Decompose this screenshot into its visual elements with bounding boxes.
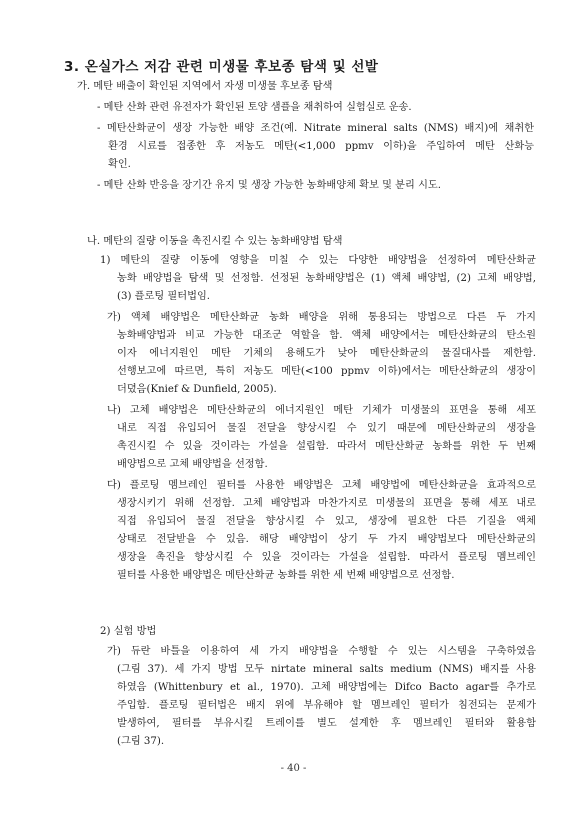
paragraph-line: 선행보고에 따르면, 특히 저농도 메탄(<100 ppmv 이하)에서는 메탄산화균의 생장이 <box>117 366 536 377</box>
paragraph-line: 하였음 (Whittenbury et al., 1970). 고체 배양법에는 Difco Bacto agar를 추가로 <box>117 682 536 693</box>
paragraph-line: 주입함. 플로팅 필터법은 배지 위에 부유해야 할 멤브레인 필터가 침전되는 문제가 <box>117 700 536 711</box>
bullet-line: - 메탄산화균이 생장 가능한 배양 조건(예. Nitrate mineral salts (NMS) 배지)에 채취한 <box>97 123 534 134</box>
paragraph-line: 생장을 촉진을 향상시킬 수 있을 것이라는 가설을 설립함. 따라서 플로팅 멤브레인 <box>117 552 536 563</box>
subsection-heading-na: 나. 메탄의 질량 이동을 촉진시킬 수 있는 농화배양법 탐색 <box>87 236 343 247</box>
paragraph-line: 농화 배양법을 탐색 및 선정함. 선정된 농화배양법은 (1) 액체 배양법, (2) 고체 배양법, <box>117 273 536 284</box>
paragraph-line: 가) 듀란 바틀을 이용하여 세 가지 배양법을 수행할 수 있는 시스템을 구축하였음 <box>107 646 536 657</box>
paragraph-line: (3) 플로팅 필터법임. <box>117 291 211 302</box>
paragraph-line: 이자 에너지원인 메탄 기체의 용해도가 낮아 메탄산화균의 물질대사를 제한함. <box>117 348 536 359</box>
paragraph-line: (그림 37). <box>117 736 165 747</box>
subsection-heading-method: 2) 실험 방법 <box>100 626 157 637</box>
paragraph-line: 농화배양법과 비교 가능한 대조군 역할을 함. 액체 배양에서는 메탄산화균의 탄소원 <box>117 330 536 341</box>
paragraph-line: (그림 37). 세 가지 방법 모두 nirtate mineral salts medium (NMS) 배지를 사용 <box>117 664 536 675</box>
paragraph-line: 직접 유입되어 물질 전달을 향상시킬 수 있고, 생장에 필요한 다른 기질을 액체 <box>117 516 536 527</box>
section-title: 3. 온실가스 저감 관련 미생물 후보종 탐색 및 선발 <box>64 59 379 75</box>
paragraph-line: 발생하여, 필터를 부유시킬 트레이를 별도 설계한 후 멤브레인 필터와 활용함 <box>117 718 536 729</box>
paragraph-line: 1) 메탄의 질량 이동에 영향을 미칠 수 있는 다양한 배양법을 선정하여 메탄산화균 <box>100 255 536 266</box>
paragraph-line: 나) 고체 배양법은 메탄산화균의 에너지원인 메탄 기체가 미생물의 표면을 통해 세포 <box>107 405 536 416</box>
paragraph-line: 더뎠음(Knief & Dunfield, 2005). <box>117 384 277 395</box>
paragraph-line: 가) 액체 배양법은 메탄산화균 농화 배양을 위해 통용되는 방법으로 다른 두 가지 <box>107 312 536 323</box>
paragraph-line: 다) 플로팅 멤브레인 필터를 사용한 배양법은 고체 배양법에 메탄산화균을 효과적으로 <box>107 480 536 491</box>
bullet-line: 환경 시료를 접종한 후 저농도 메탄(<1,000 ppmv 이하)을 주입하여 메탄 산화능 <box>108 141 534 152</box>
paragraph-line: 배양법으로 고체 배양법을 선정함. <box>117 459 268 470</box>
paragraph-line: 상태로 전달받을 수 있음. 해당 배양법이 상기 두 가지 배양법보다 메탄산화균의 <box>117 534 536 545</box>
paragraph-line: 필터를 사용한 배양법은 메탄산화균 농화를 위한 세 번째 배양법으로 선정함. <box>117 570 455 581</box>
paragraph-line: 내로 직접 유입되어 물질 전달을 향상시킬 수 있기 때문에 메탄산화균의 생장을 <box>117 423 536 434</box>
paragraph-line: 촉진시킬 수 있을 것이라는 가설을 설립함. 따라서 메탄산화균 농화를 위한 두 번째 <box>117 441 536 452</box>
page-number: - 40 - <box>280 763 307 774</box>
bullet-line: - 메탄 산화 관련 유전자가 확인된 토양 샘플을 채취하여 실험실로 운송. <box>97 102 412 113</box>
subsection-heading-ga: 가. 메탄 배출이 확인된 지역에서 자생 미생물 후보종 탐색 <box>77 81 333 92</box>
bullet-line: - 메탄 산화 반응을 장기간 유지 및 생장 가능한 농화배양체 확보 및 분리 시도. <box>97 180 442 191</box>
bullet-line: 확인. <box>108 159 131 170</box>
paragraph-line: 생장시키기 위해 선정함. 고체 배양법과 마찬가지로 미생물의 표면을 통해 세포 내로 <box>117 498 536 509</box>
